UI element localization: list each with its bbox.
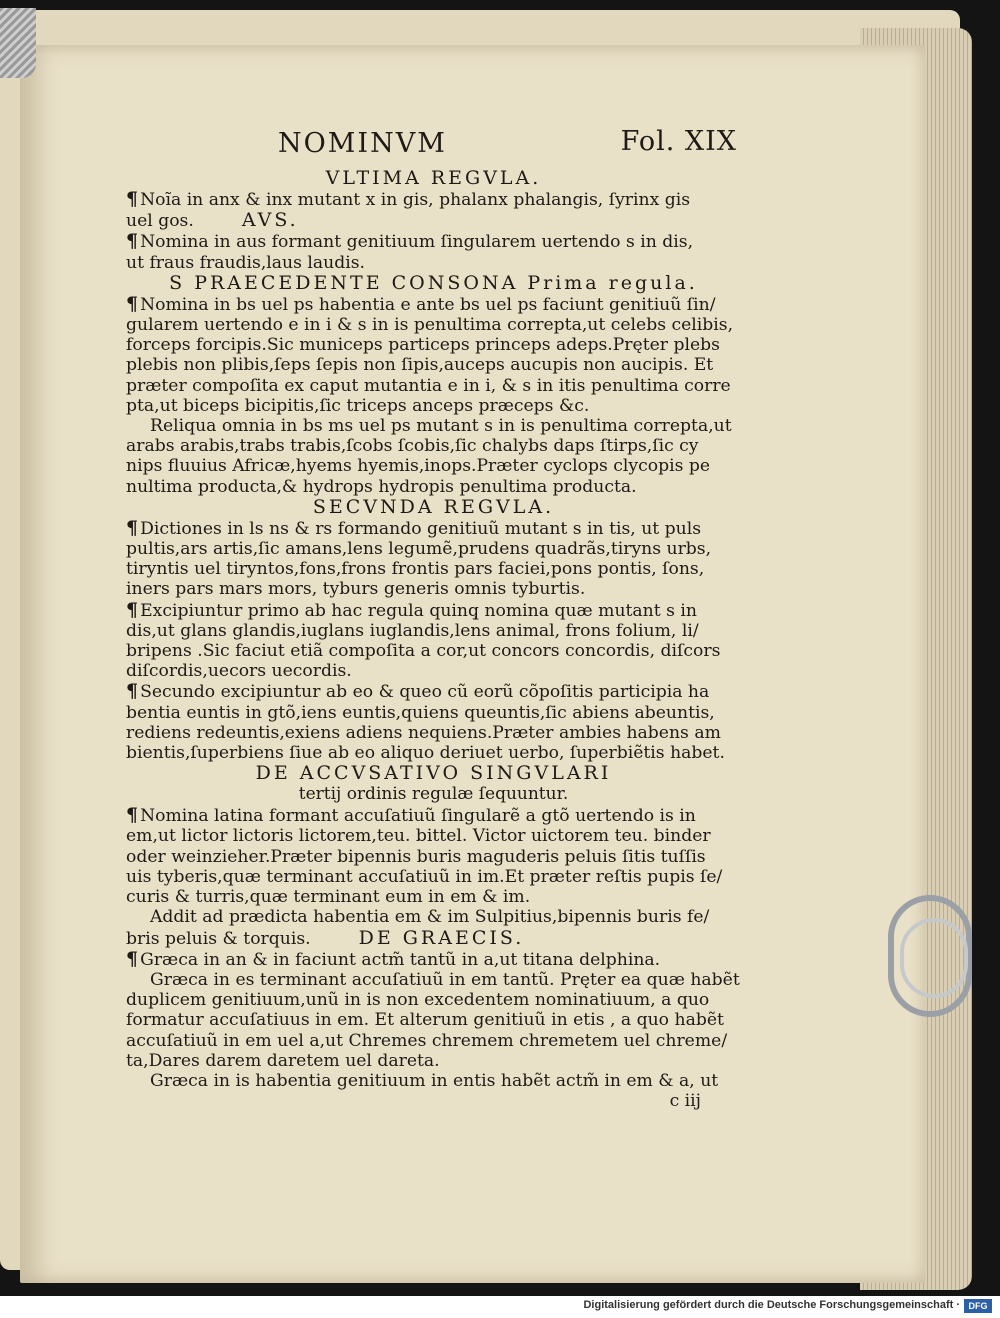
line-text: nips fluuius Africæ,hyems hyemis,inops.Præter cyclops clycopis pe xyxy=(126,456,711,477)
text-line xyxy=(126,579,741,599)
paragraph-mark-icon: ¶ xyxy=(126,517,139,539)
section-heading: SECVNDA REGVLA. xyxy=(312,495,555,518)
text-line xyxy=(126,970,741,990)
line-text: bripens .Sic faciut etiã compoſita a cor,ut concors concordis, diſcors xyxy=(126,641,721,662)
text-line xyxy=(126,681,741,702)
text-line xyxy=(126,396,741,416)
line-text: Nomina in aus formant genitiuum ſingularem uertendo s in dis, xyxy=(140,232,694,253)
line-text: Dictiones in ls ns & rs formando genitiuũ mutant s in tis, ut puls xyxy=(140,518,702,539)
text-line xyxy=(126,210,741,231)
line-text: rediens redeuntis,exiens adiens nequiens.Præter ambies habens am xyxy=(126,722,721,743)
text-line xyxy=(126,376,741,396)
text-line xyxy=(126,621,741,641)
line-text: bientis,ſuperbiens ſiue ab eo aliquo deriuet uerbo, ſuperbiẽtis habet. xyxy=(126,743,725,764)
text-line xyxy=(126,867,741,887)
text-line xyxy=(126,518,741,539)
page-header xyxy=(126,126,741,166)
text-line xyxy=(126,703,741,723)
text-line xyxy=(126,907,741,927)
text-line xyxy=(126,315,741,335)
text-line xyxy=(126,231,741,252)
text-line xyxy=(126,335,741,355)
paragraph-mark-icon: ¶ xyxy=(126,231,139,253)
line-text: ut fraus fraudis,laus laudis. xyxy=(126,252,365,273)
text-body xyxy=(126,168,741,1111)
dfg-logo: DFG xyxy=(964,1299,992,1313)
line-text: oder weinzieher.Præter bipennis buris maguderis peluis ſitis tuſſis xyxy=(126,846,706,867)
line-text: ta,Dares darem daretem uel dareta. xyxy=(126,1050,440,1071)
paper-clip-inner-icon xyxy=(900,918,968,998)
paragraph-mark-icon: ¶ xyxy=(126,599,139,621)
line-text: diſcordis,uecors uecordis. xyxy=(126,661,352,682)
line-text: bris peluis & torquis. xyxy=(126,928,311,949)
line-text: plebis non plibis,ſeps ſepis non ſipis,auceps aucupis non aucipis. Et xyxy=(126,355,714,376)
text-line xyxy=(126,990,741,1010)
text-line xyxy=(126,1071,741,1091)
binding-cloth xyxy=(0,8,36,78)
text-line xyxy=(126,600,741,621)
paragraph-mark-icon: ¶ xyxy=(126,681,139,703)
section-heading: VLTIMA REGVLA. xyxy=(325,167,542,189)
line-text: pta,ut biceps bicipitis,ſic triceps anceps præceps &c. xyxy=(126,395,590,416)
line-text: Græca in es terminant accuſatiuũ in em tantũ. Pręter ea quæ habẽt xyxy=(150,969,740,990)
text-line xyxy=(126,661,741,681)
line-text: bentia euntis in gtõ,iens euntis,quiens queuntis,ſic abiens abeuntis, xyxy=(126,702,715,723)
text-line xyxy=(126,1051,741,1071)
line-text: Addit ad prædicta habentia em & im Sulpitius,bipennis buris fe/ xyxy=(150,907,710,928)
line-text: uel gos. xyxy=(126,211,194,232)
text-line xyxy=(126,1031,741,1051)
text-line xyxy=(126,743,741,763)
text-line xyxy=(126,805,741,826)
line-text: Nomina in bs uel ps habentia e ante bs uel ps faciunt genitiuũ ſin/ xyxy=(140,294,716,315)
page-text xyxy=(126,126,741,1112)
text-line xyxy=(126,949,741,970)
line-text: tiryntis uel tiryntos,fons,frons frontis pars faciei,pons pontis, ſons, xyxy=(126,559,705,580)
line-text: pultis,ars artis,ſic amans,lens legumẽ,prudens quadrãs,tiryns urbs, xyxy=(126,539,712,560)
line-text: Nomina latina formant accuſatiuũ ſingularẽ a gtõ uertendo is in xyxy=(140,806,696,827)
line-text: nultima producta,& hydrops hydropis penultima producta. xyxy=(126,476,637,497)
line-text: Noĩa in anx & inx mutant x in gis, phalanx phalangis, ſyrinx gis xyxy=(140,190,691,210)
signature-mark: c iij xyxy=(669,1091,701,1112)
line-text: formatur accuſatiuus in em. Et alterum genitiuũ in etis , a quo habẽt xyxy=(126,1010,724,1031)
text-line xyxy=(126,477,741,497)
footer-bar xyxy=(0,1296,1000,1318)
text-line xyxy=(126,928,741,949)
section-subheading: tertij ordinis regulæ ſequuntur. xyxy=(298,784,569,805)
paragraph-mark-icon: ¶ xyxy=(126,189,139,210)
line-text: Reliqua omnia in bs ms uel ps mutant s in is penultima correpta,ut xyxy=(150,416,732,437)
text-line xyxy=(126,539,741,559)
text-line xyxy=(126,887,741,907)
line-text: gularem uertendo e in i & s in is penultima correpta,ut celebs celibis, xyxy=(126,315,734,336)
inline-heading: AVS. xyxy=(241,210,299,232)
section-heading: DE ACCVSATIVO SINGVLARI xyxy=(255,762,612,785)
line-text: dis,ut glans glandis,iuglans iuglandis,lens animal, frons folium, li/ xyxy=(126,620,699,641)
line-text: accuſatiuũ in em uel a,ut Chremes chremem chremetem uel chreme/ xyxy=(126,1030,728,1051)
text-line xyxy=(126,847,741,867)
funding-note: Digitalisierung gefördert durch die Deutsche Forschungsgemeinschaft · xyxy=(583,1299,960,1311)
line-text: curis & turris,quæ terminant eum in em & im. xyxy=(126,887,531,908)
paragraph-mark-icon: ¶ xyxy=(126,293,139,315)
text-line xyxy=(126,1010,741,1030)
folio-number: Fol. XIX xyxy=(620,126,737,157)
line-text: Græca in an & in faciunt actm̃ tantũ in a,ut titana delphina. xyxy=(140,949,661,970)
text-line xyxy=(126,189,741,210)
text-line xyxy=(126,826,741,846)
line-text: arabs arabis,trabs trabis,ſcobs ſcobis,ſic chalybs daps ſtirps,ſic cy xyxy=(126,436,699,457)
paragraph-mark-icon: ¶ xyxy=(126,948,139,970)
line-text: Excipiuntur primo ab hac regula quinq̧ nomina quæ mutant s in xyxy=(140,600,697,621)
section-heading: S PRAECEDENTE CONSONA Prima regula. xyxy=(169,271,698,294)
line-text: em,ut lictor lictoris lictorem,teu. bittel. Victor uictorem teu. binder xyxy=(126,826,711,847)
text-line xyxy=(126,559,741,579)
text-line xyxy=(126,253,741,273)
line-text: duplicem genitiuum,unũ in is non excedentem nominatiuum, a quo xyxy=(126,990,710,1011)
running-title: NOMINVM xyxy=(278,128,447,159)
inline-heading: DE GRAECIS. xyxy=(358,927,525,949)
line-text: forceps forcipis.Sic municeps particeps princeps adeps.Pręter plebs xyxy=(126,335,720,356)
line-text: Græca in is habentia genitiuum in entis habẽt actm̃ in em & a, ut xyxy=(150,1070,719,1091)
line-text: Secundo excipiuntur ab eo & queo cũ eorũ cõpoſitis participia ha xyxy=(140,682,710,703)
text-line xyxy=(126,355,741,375)
text-line xyxy=(126,723,741,743)
text-line xyxy=(126,294,741,315)
paragraph-mark-icon: ¶ xyxy=(126,805,139,827)
line-text: præter compoſita ex caput mutantia e in i, & s in itis penultima corre xyxy=(126,375,731,396)
line-text: iners pars mars mors, tyburs generis omnis tyburtis. xyxy=(126,579,586,600)
line-text: uis tyberis,quæ terminant accuſatiuũ in im.Et præter reſtis pupis ſe/ xyxy=(126,866,723,887)
text-line xyxy=(126,416,741,436)
text-line xyxy=(126,436,741,456)
text-line xyxy=(126,641,741,661)
text-line xyxy=(126,456,741,476)
